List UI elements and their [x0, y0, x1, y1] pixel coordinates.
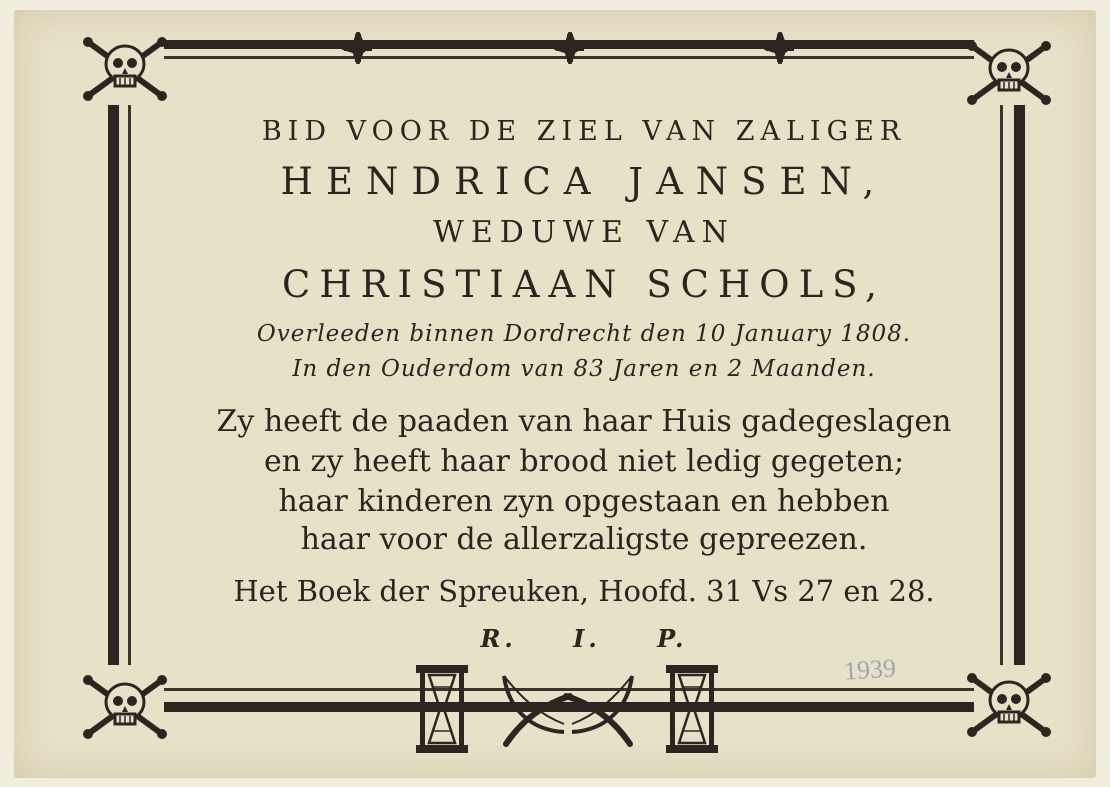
maltese-cross-icon: [342, 32, 374, 64]
collection-stamp: 1939: [843, 653, 897, 686]
verse-line: haar voor de allerzaligste gepreezen.: [300, 522, 868, 557]
verse-line: haar kinderen zyn opgestaan en hebben: [278, 484, 890, 519]
maltese-cross-icon: [764, 32, 796, 64]
deceased-name: HENDRICA JANSEN,: [280, 160, 888, 203]
death-place-date: Overleeden binnen Dordrecht den 10 January 1808.: [256, 321, 912, 347]
hourglass-icon: [666, 664, 718, 754]
widow-of-line: WEDUWE VAN: [433, 215, 735, 250]
scripture-reference: Het Boek der Spreuken, Hoofd. 31 Vs 27 en 28.: [233, 574, 935, 608]
rip-initials: R. I. P.: [480, 624, 688, 653]
right-border-rule: [1014, 105, 1025, 665]
skull-crossbones-icon: [964, 38, 1054, 108]
husband-name: CHRISTIAAN SCHOLS,: [282, 263, 886, 306]
skull-crossbones-icon: [80, 672, 170, 742]
left-border-rule-thin: [128, 105, 131, 665]
invocation-line: BID VOOR DE ZIEL VAN ZALIGER: [261, 116, 907, 147]
verse-line: Zy heeft de paaden van haar Huis gadegeslagen: [216, 404, 952, 439]
crossed-scythes-icon: [498, 666, 638, 750]
age-at-death: In den Ouderdom van 83 Jaren en 2 Maanden.: [292, 356, 876, 382]
maltese-cross-icon: [554, 32, 586, 64]
verse-line: en zy heeft haar brood niet ledig gegeten;: [263, 444, 905, 479]
memorial-card: [14, 10, 1096, 778]
skull-crossbones-icon: [964, 670, 1054, 740]
left-border-rule: [108, 105, 119, 665]
hourglass-icon: [416, 664, 468, 754]
skull-crossbones-icon: [80, 34, 170, 104]
